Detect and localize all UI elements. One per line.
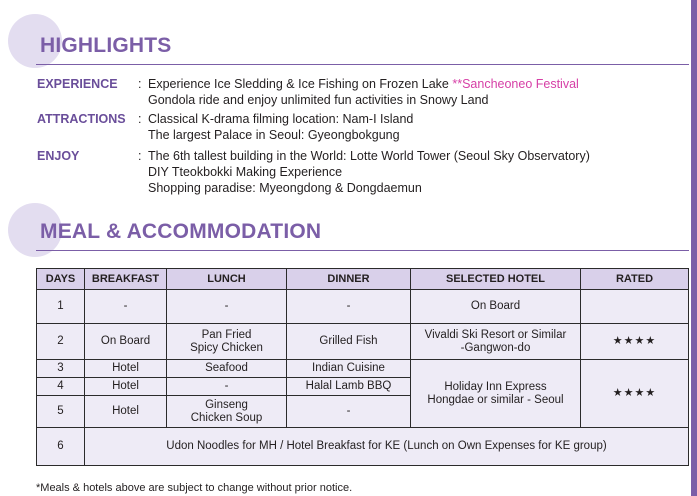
experience-label: EXPERIENCE bbox=[37, 77, 118, 91]
day-cell: 6 bbox=[37, 428, 85, 466]
highlights-divider bbox=[36, 64, 689, 65]
footnote: *Meals & hotels above are subject to change without prior notice. bbox=[36, 482, 353, 494]
day-cell: 1 bbox=[37, 290, 85, 324]
table-row bbox=[37, 290, 689, 324]
header-dinner: DINNER bbox=[287, 269, 411, 290]
table-row bbox=[37, 428, 689, 466]
header-rated: RATED bbox=[581, 269, 689, 290]
hotel-cell bbox=[411, 360, 581, 428]
hotel-line-1: Holiday Inn Express bbox=[444, 380, 547, 393]
dinner-cell: Halal Lamb BBQ bbox=[287, 378, 411, 396]
experience-line-2: Gondola ride and enjoy unlimited fun activities in Snowy Land bbox=[148, 93, 489, 107]
attractions-label: ATTRACTIONS bbox=[37, 112, 126, 126]
hotel-cell bbox=[411, 324, 581, 360]
day-6-note-cell: Udon Noodles for MH / Hotel Breakfast for KE (Lunch on Own Expenses for KE group) bbox=[85, 428, 689, 466]
table-header-row bbox=[37, 269, 689, 290]
breakfast-cell: - bbox=[85, 290, 167, 324]
star-rating: ★★★★ bbox=[581, 324, 689, 360]
meal-divider bbox=[36, 250, 689, 251]
hotel-line-2: Hongdae or similar - Seoul bbox=[427, 393, 564, 406]
enjoy-colon: : bbox=[138, 149, 142, 163]
meal-accommodation-table bbox=[36, 268, 689, 466]
attractions-line-2: The largest Palace in Seoul: Gyeongbokgung bbox=[148, 128, 400, 142]
lunch-cell bbox=[167, 324, 287, 360]
dinner-cell: - bbox=[287, 396, 411, 428]
lunch-cell: Seafood bbox=[167, 360, 287, 378]
enjoy-line-3: Shopping paradise: Myeongdong & Dongdaemun bbox=[148, 181, 422, 195]
highlights-title: HIGHLIGHTS bbox=[40, 34, 172, 57]
experience-line-1 bbox=[148, 77, 579, 91]
lunch-cell: - bbox=[167, 290, 287, 324]
table-row bbox=[37, 360, 689, 378]
day-cell: 2 bbox=[37, 324, 85, 360]
sancheoneo-festival-highlight: **Sancheoneo Festival bbox=[452, 77, 579, 91]
dinner-cell: - bbox=[287, 290, 411, 324]
lunch-line-2: Chicken Soup bbox=[190, 411, 263, 424]
attractions-line-1: Classical K-drama filming location: Nam-I Island bbox=[148, 112, 414, 126]
table-row bbox=[37, 324, 689, 360]
breakfast-cell: Hotel bbox=[85, 378, 167, 396]
day-cell: 4 bbox=[37, 378, 85, 396]
breakfast-cell: Hotel bbox=[85, 360, 167, 378]
enjoy-label: ENJOY bbox=[37, 149, 80, 163]
lunch-cell bbox=[167, 396, 287, 428]
dinner-cell: Grilled Fish bbox=[287, 324, 411, 360]
day-cell: 5 bbox=[37, 396, 85, 428]
header-breakfast: BREAKFAST bbox=[85, 269, 167, 290]
enjoy-line-2: DIY Tteokbokki Making Experience bbox=[148, 165, 343, 179]
hotel-cell: On Board bbox=[411, 290, 581, 324]
experience-line-1-text: Experience Ice Sledding & Ice Fishing on Frozen Lake bbox=[148, 77, 453, 91]
day-cell: 3 bbox=[37, 360, 85, 378]
header-selected-hotel: SELECTED HOTEL bbox=[411, 269, 581, 290]
header-lunch: LUNCH bbox=[167, 269, 287, 290]
breakfast-cell: On Board bbox=[85, 324, 167, 360]
rated-cell bbox=[581, 290, 689, 324]
attractions-colon: : bbox=[138, 112, 142, 126]
lunch-line-2: Spicy Chicken bbox=[190, 341, 263, 354]
experience-colon: : bbox=[138, 77, 142, 91]
lunch-line-1: Ginseng bbox=[205, 398, 248, 411]
hotel-line-2: -Gangwon-do bbox=[460, 341, 531, 354]
lunch-cell: - bbox=[167, 378, 287, 396]
hotel-line-1: Vivaldi Ski Resort or Similar bbox=[424, 328, 567, 341]
lunch-line-1: Pan Fried bbox=[201, 328, 252, 341]
enjoy-line-1: The 6th tallest building in the World: Lotte World Tower (Seoul Sky Observatory) bbox=[148, 149, 590, 163]
breakfast-cell: Hotel bbox=[85, 396, 167, 428]
dinner-cell: Indian Cuisine bbox=[287, 360, 411, 378]
header-days: DAYS bbox=[37, 269, 85, 290]
right-accent-bar bbox=[691, 0, 697, 496]
star-rating: ★★★★ bbox=[581, 360, 689, 428]
meal-accommodation-title: MEAL & ACCOMMODATION bbox=[40, 220, 322, 243]
